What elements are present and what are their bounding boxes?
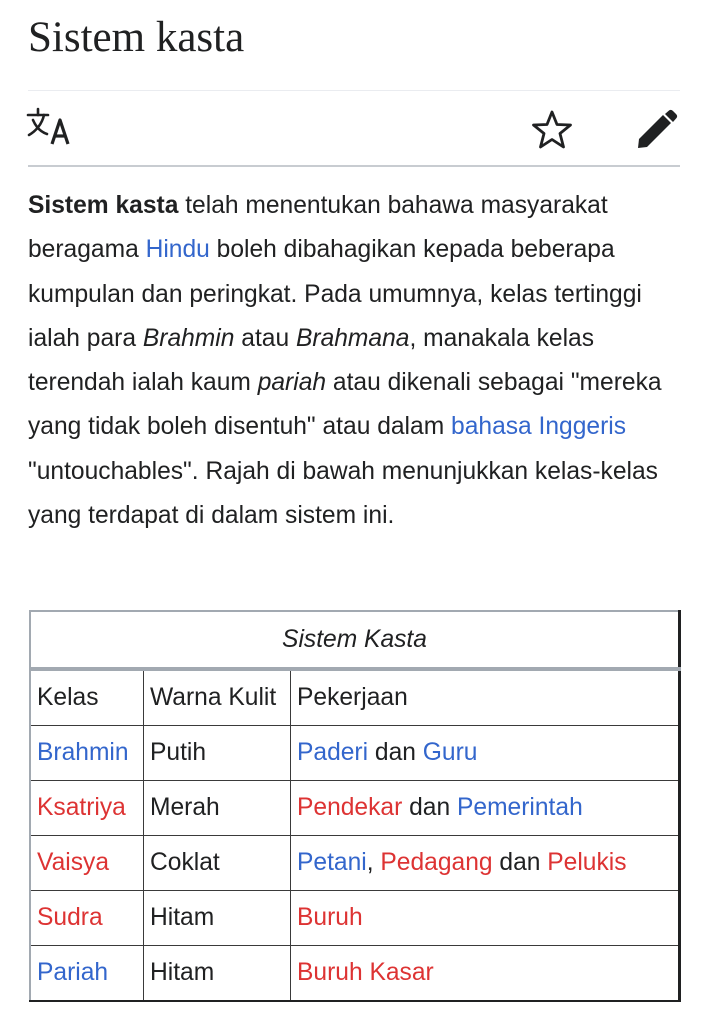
link-vaisya[interactable]: Vaisya [37, 849, 109, 876]
page-title: Sistem kasta [28, 14, 245, 61]
bold-term: Sistem kasta [28, 192, 179, 219]
cell-warna: Merah [144, 781, 291, 836]
link-hindu[interactable]: Hindu [145, 236, 210, 264]
star-icon[interactable] [530, 108, 574, 152]
cell-warna: Hitam [144, 891, 291, 946]
cell-pekerjaan [291, 891, 680, 946]
cell-pekerjaan: Pendekar dan Pemerintah [291, 781, 680, 836]
link-pemerintah[interactable]: Pemerintah [456, 794, 583, 821]
caste-table [29, 610, 681, 1002]
header-kelas: Kelas [30, 669, 144, 726]
link-brahmin[interactable]: Brahmin [37, 739, 129, 766]
link-sudra[interactable]: Sudra [37, 904, 103, 931]
header-warna-kulit: Warna Kulit [144, 669, 291, 726]
cell-warna: Coklat [144, 836, 291, 891]
link-buruh[interactable]: Buruh [297, 904, 363, 931]
toolbar-divider [28, 165, 680, 167]
table-caption: Sistem Kasta [30, 611, 680, 669]
cell-warna: Hitam [144, 946, 291, 1002]
link-pendekar[interactable]: Pendekar [297, 794, 403, 821]
link-paderi[interactable]: Paderi [297, 739, 369, 766]
translate-icon[interactable] [26, 106, 74, 148]
link-petani[interactable]: Petani [297, 849, 367, 876]
table-row [30, 891, 680, 946]
cell-pekerjaan: Paderi dan Guru [291, 726, 680, 781]
table-row [30, 781, 680, 836]
table-row [30, 836, 680, 891]
link-guru[interactable]: Guru [422, 739, 478, 766]
link-pedagang[interactable]: Pedagang [380, 849, 493, 876]
title-divider [28, 90, 680, 91]
table-row [30, 946, 680, 1002]
table-header-row [30, 669, 680, 726]
link-pelukis[interactable]: Pelukis [547, 849, 627, 876]
link-pariah[interactable]: Pariah [37, 959, 109, 986]
link-buruh-kasar[interactable]: Buruh Kasar [297, 959, 434, 986]
header-pekerjaan: Pekerjaan [291, 669, 680, 726]
link-ksatriya[interactable]: Ksatriya [37, 794, 126, 821]
pencil-icon[interactable] [634, 108, 678, 152]
cell-pekerjaan [291, 946, 680, 1002]
intro-paragraph: Sistem kasta telah menentukan bahawa masyarakat beragama Hindu boleh dibahagikan kepada beberapa kumpulan dan peringkat. Pada umumnya, kelas tertinggi ialah para Brahmin atau Brahmana, manakala kelas terendah ialah kaum pariah atau dikenali sebagai "mereka yang tidak boleh disentuh" atau dalam bahasa Inggeris "untouchables". Rajah di bawah menunjukkan kelas-kelas yang terdapat di dalam sistem ini. [28, 192, 662, 530]
cell-warna: Putih [144, 726, 291, 781]
link-bahasa-inggeris[interactable]: bahasa Inggeris [451, 413, 627, 441]
cell-pekerjaan: Petani, Pedagang dan Pelukis [291, 836, 680, 891]
table-row [30, 726, 680, 781]
